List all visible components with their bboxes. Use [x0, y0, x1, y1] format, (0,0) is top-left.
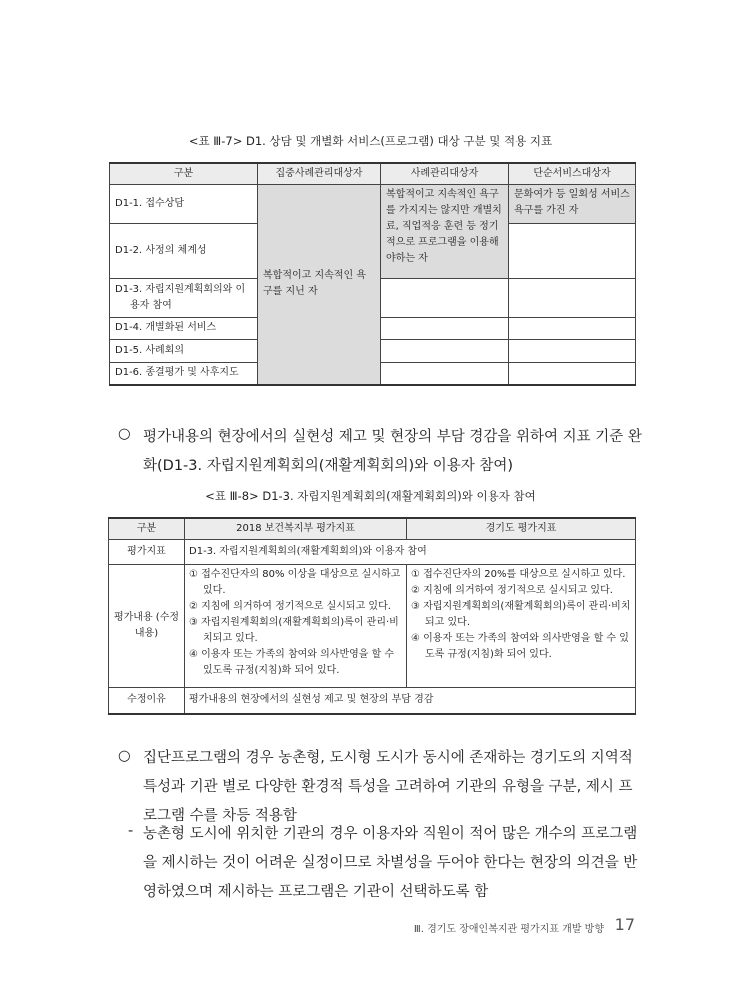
paragraph-3: 농촌형 도시에 위치한 기관의 경우 이용자와 직원이 적어 많은 개수의 프로그램을 제시하는 것이 어려운 실정이므로 차별성을 두어야 한다는 현장의 의견을 반영하였으며 제시하는 프로그램은 기관이 선택하도록 함 [143, 826, 638, 900]
simple-target-cell: 문화여가 등 일회성 서비스 욕구를 가진 자 [509, 184, 636, 223]
gyeonggi-item: ② 지침에 의거하여 정기적으로 실시되고 있다. [411, 584, 613, 596]
footer-section-title: Ⅲ. 경기도 장애인복지관 평가지표 개발 방향 [413, 924, 604, 935]
reason-value: 평가내용의 현장에서의 실현성 제고 및 현장의 부담 경감 [185, 687, 636, 714]
header-intensive: 집중사례관리대상자 [258, 163, 381, 184]
target-classification-table [109, 162, 636, 386]
row-label: D1-5. 사례회의 [110, 339, 258, 362]
empty-cell [509, 339, 636, 362]
mohw-item: ① 접수진단자의 80% 이상을 대상으로 실시하고 있다. [189, 568, 401, 596]
empty-cell [381, 339, 509, 362]
bullet-circle: ○ [118, 748, 131, 764]
empty-cell [381, 278, 509, 317]
header-gyeonggi: 경기도 평가지표 [407, 518, 636, 539]
header-category: 구분 [110, 163, 258, 184]
bullet-circle: ○ [118, 426, 131, 442]
mohw-item: ③ 자립지원계획회의(재활계획회의)록이 관리·비치되고 있다. [189, 616, 399, 644]
empty-cell [381, 362, 509, 385]
intensive-target-cell: 복합적이고 지속적인 욕구를 지닌 자 [258, 184, 381, 385]
empty-cell [509, 223, 636, 278]
header-category: 구분 [109, 518, 185, 539]
table2-caption: <표 Ⅲ-8> D1-3. 자립지원계획회의(재활계획회의)와 이용자 참여 [205, 489, 536, 503]
page-number: 17 [614, 915, 635, 934]
header-simple: 단순서비스대상자 [509, 163, 636, 184]
header-mohw: 2018 보건복지부 평가지표 [185, 518, 407, 539]
mohw-content [185, 564, 407, 687]
gyeonggi-item: ④ 이용자 또는 가족의 참여와 의사반영을 할 수 있도록 규정(지침)화 되어 있다. [411, 632, 629, 660]
table1-caption: <표 Ⅲ-7> D1. 상담 및 개별화 서비스(프로그램) 대상 구분 및 적용 지표 [188, 134, 553, 148]
row-label: D1-6. 종결평가 및 사후지도 [110, 362, 258, 385]
reason-label: 수정이유 [109, 687, 185, 714]
paragraph-1: 평가내용의 현장에서의 실현성 제고 및 현장의 부담 경감을 위하여 지표 기준 완화(D1-3. 자립지원계획회의(재활계획회의)와 이용자 참여) [143, 429, 642, 474]
gyeonggi-item: ① 접수진단자의 20%를 대상으로 실시하고 있다. [411, 568, 626, 580]
indicator-label: 평가지표 [109, 539, 185, 564]
case-target-cell: 복합적이고 지속적인 욕구를 가지지는 않지만 개별치료, 직업적응 훈련 등 정기적으로 프로그램을 이용해야하는 자 [381, 184, 509, 278]
empty-cell [509, 278, 636, 317]
empty-cell [509, 317, 636, 339]
mohw-item: ④ 이용자 또는 가족의 참여와 의사반영을 할 수 있도록 규정(지침)화 되어 있다. [189, 648, 395, 676]
empty-cell [509, 362, 636, 385]
indicator-comparison-table [108, 517, 636, 715]
gyeonggi-content [407, 564, 636, 687]
row-label: D1-1. 접수상담 [110, 184, 258, 223]
row-label: D1-3. 자립지원계획회의와 이용자 참여 [110, 278, 258, 317]
bullet-dash: - [128, 823, 134, 839]
row-label: D1-2. 사정의 체계성 [110, 223, 258, 278]
mohw-item: ② 지침에 의거하여 정기적으로 실시되고 있다. [189, 600, 391, 612]
row-label: D1-4. 개별화된 서비스 [110, 317, 258, 339]
gyeonggi-item: ③ 자립지원계획회의(재활계획회의)록이 관리·비치되고 있다. [411, 600, 631, 628]
content-label: 평가내용 (수정내용) [109, 564, 185, 687]
indicator-value: D1-3. 자립지원계획회의(재활계획회의)와 이용자 참여 [185, 539, 636, 564]
paragraph-2: 집단프로그램의 경우 농촌형, 도시형 도시가 동시에 존재하는 경기도의 지역적 특성과 기관 별로 다양한 환경적 특성을 고려하여 기관의 유형을 구분, 제시 프로그램 수를 차등 적용함 [143, 750, 633, 824]
empty-cell [381, 317, 509, 339]
header-case: 사례관리대상자 [381, 163, 509, 184]
